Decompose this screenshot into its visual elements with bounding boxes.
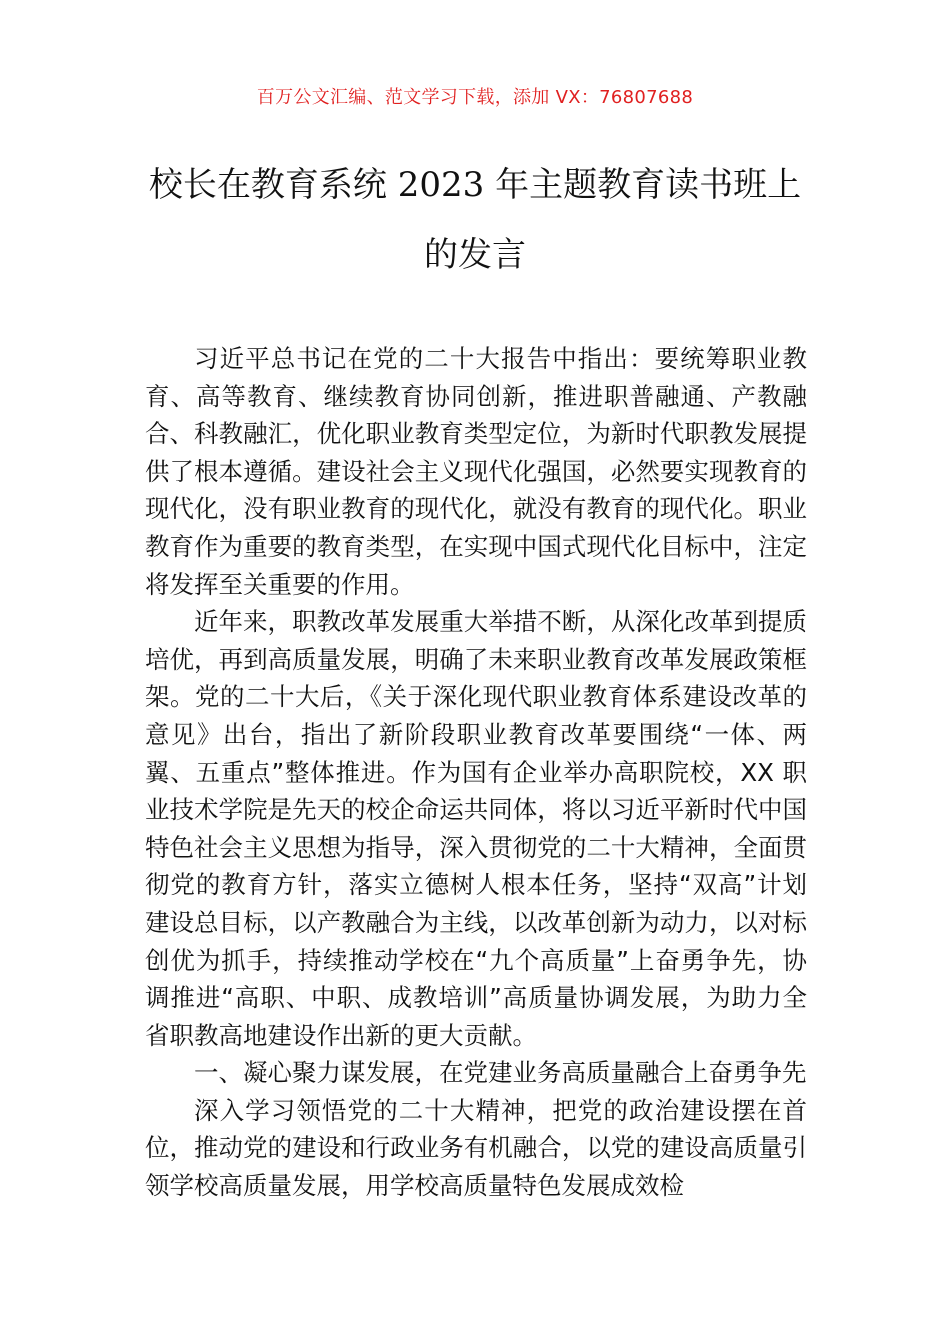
paragraph: 近年来，职教改革发展重大举措不断，从深化改革到提质培优，再到高质量发展，明确了未来职业教育改革发展政策框架。党的二十大后，《关于深化现代职业教育体系建设改革的意见》出台，指出了新阶段职业教育改革要围绕“一体、两翼、五重点”整体推进。作为国有企业举办高职院校，XX 职业技术学院是先天的校企命运共同体，将以习近平新时代中国特色社会主义思想为指导，深入贯彻党的二十大精神，全面贯彻党的教育方针，落实立德树人根本任务，坚持“双高”计划建设总目标，以产教融合为主线，以改革创新为动力，以对标创优为抓手，持续推动学校在“九个高质量”上奋勇争先，协调推进“高职、中职、成教培训”高质量协调发展，为助力全省职教高地建设作出新的更大贡献。 xyxy=(145,607,807,1050)
watermark-header: 百万公文汇编、范文学习下载，添加 VX：76807688 xyxy=(256,87,694,108)
title-line-2: 的发言 xyxy=(424,235,526,275)
title-line-1: 校长在教育系统 2023 年主题教育读书班上 xyxy=(148,165,802,205)
section-heading: 一、凝心聚力谋发展，在党建业务高质量融合上奋勇争先 xyxy=(194,1058,807,1088)
document-body xyxy=(145,340,807,1205)
paragraph: 深入学习领悟党的二十大精神，把党的政治建设摆在首位，推动党的建设和行政业务有机融合，以党的建设高质量引领学校高质量发展，用学校高质量特色发展成效检 xyxy=(145,1095,807,1201)
paragraph: 习近平总书记在党的二十大报告中指出：要统筹职业教育、高等教育、继续教育协同创新，推进职普融通、产教融合、科教融汇，优化职业教育类型定位，为新时代职教发展提供了根本遵循。建设社会主义现代化强国，必然要实现教育的现代化，没有职业教育的现代化，就没有教育的现代化。职业教育作为重要的教育类型，在实现中国式现代化目标中，注定将发挥至关重要的作用。 xyxy=(145,344,807,599)
document-title xyxy=(130,150,820,290)
